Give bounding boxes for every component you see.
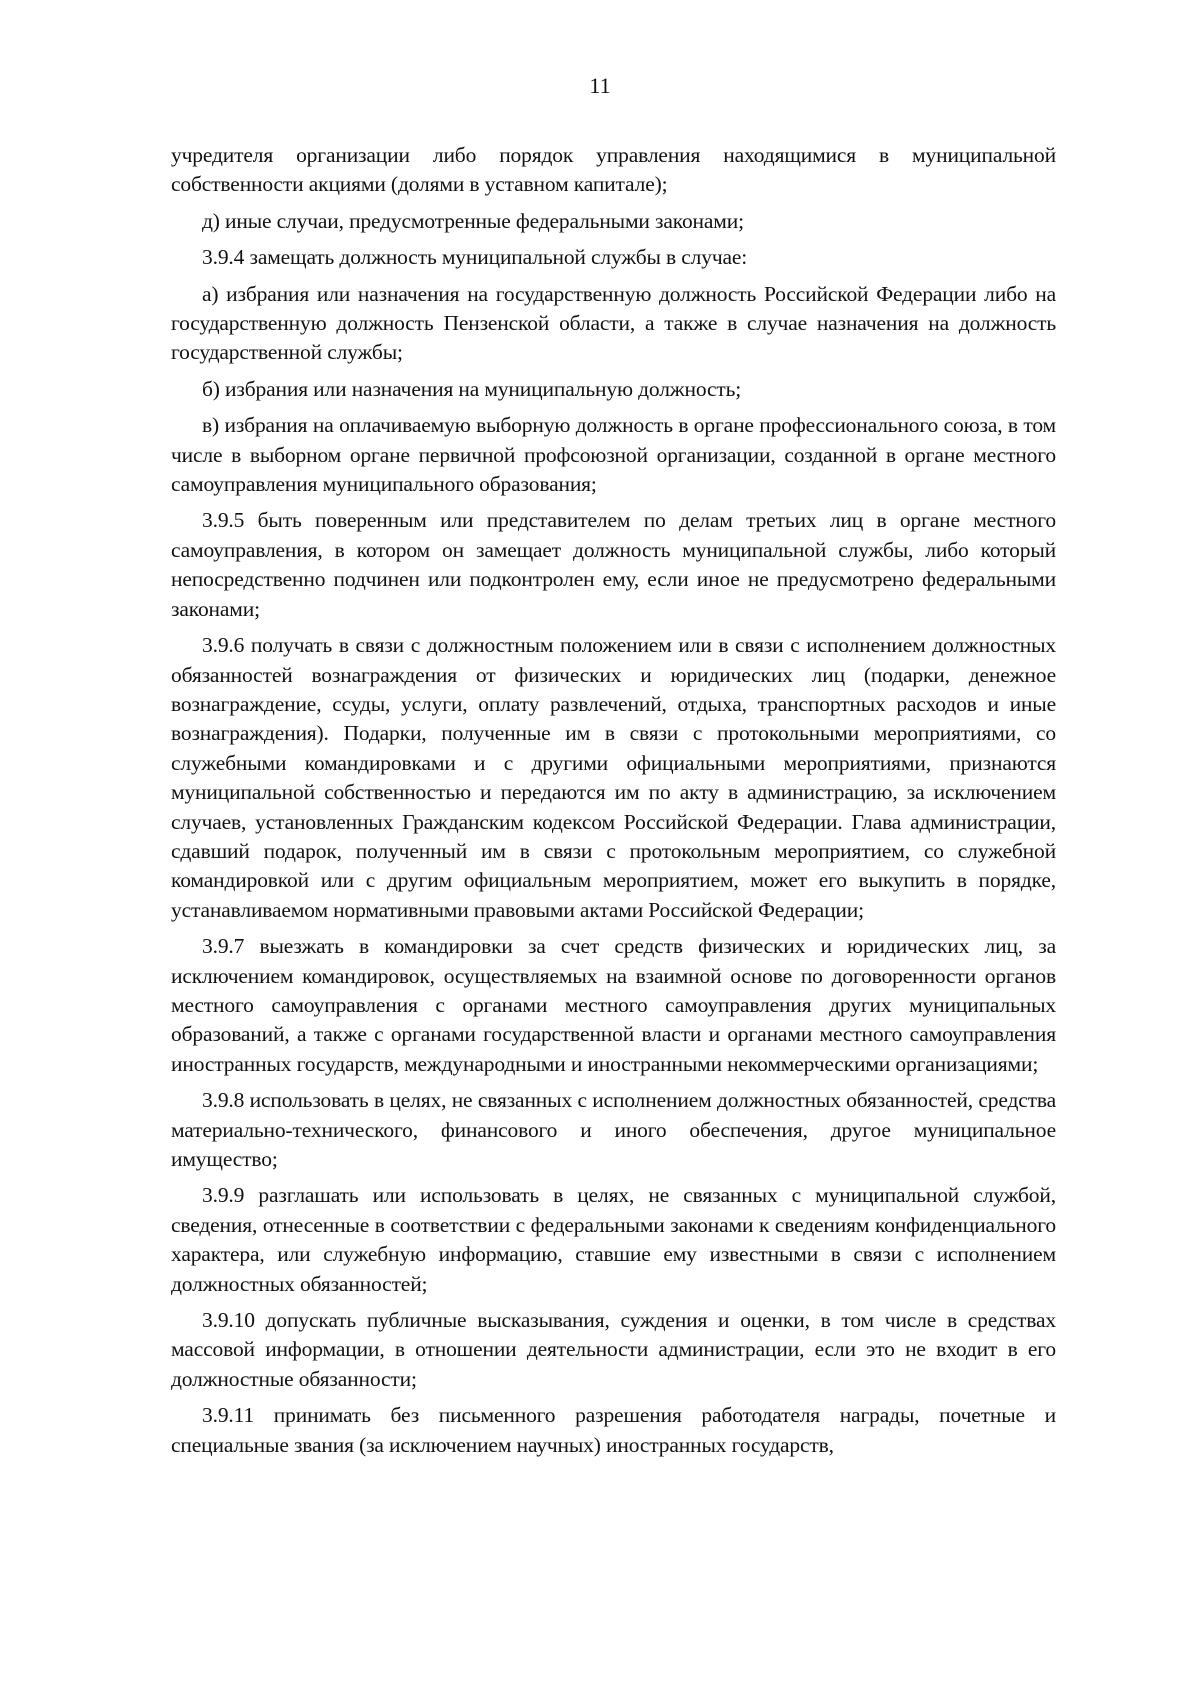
document-body [171,141,1056,1467]
paragraph: а) избрания или назначения на государственную должность Российской Федерации либо на государственную должность Пензенской области, а также в случае назначения на должность государственной службы; [171,281,1056,365]
paragraph: б) избрания или назначения на муниципальную должность; [202,376,742,401]
paragraph: 3.9.5 быть поверенным или представителем по делам третьих лиц в органе местного самоуправления, в котором он замещает должность муниципальной службы, либо который непосредственно подчинен или подконтролен ему, если иное не предусмотрено федеральными законами; [171,508,1056,621]
paragraph: 3.9.7 выезжать в командировки за счет средств физических и юридических лиц, за исключением командировок, осуществляемых на взаимной основе по договоренности органов местного самоуправления с органами местного самоуправления других муниципальных образований, а также с органами государственной власти и органами местного самоуправления иностранных государств, международными и иностранными некоммерческими организациями; [171,934,1056,1076]
paragraph: 3.9.11 принимать без письменного разрешения работодателя награды, почетные и специальные звания (за исключением научных) иностранных государств, [171,1403,1056,1457]
paragraph: 3.9.6 получать в связи с должностным положением или в связи с исполнением должностных обязанностей вознаграждения от физических и юридических лиц (подарки, денежное вознаграждение, ссуды, услуги, оплату развлечений, отдыха, транспортных расходов и иные вознаграждения). Подарки, полученные им в связи с протокольными мероприятиями, со служебными командировками и с другими официальными мероприятиями, признаются муниципальной собственностью и передаются им по акту в администрацию, за исключением случаев, установленных Гражданским кодексом Российской Федерации. Глава администрации, сдавший подарок, полученный им в связи с протокольным мероприятием, со служебной командировкой или с другим официальным мероприятием, может его выкупить в порядке, устанавливаемом нормативными правовыми актами Российской Федерации; [171,633,1056,922]
page-number: 11 [589,73,611,98]
paragraph: 3.9.10 допускать публичные высказывания, суждения и оценки, в том числе в средствах массовой информации, в отношении деятельности администрации, если это не входит в его должностные обязанности; [171,1308,1056,1391]
paragraph: д) иные случаи, предусмотренные федеральными законами; [202,208,744,233]
paragraph: 3.9.9 разглашать или использовать в целях, не связанных с муниципальной службой, сведения, отнесенные в соответствии с федеральными законами к сведениям конфиденциального характера, или служебную информацию, ставшие ему известными в связи с исполнением должностных обязанностей; [171,1183,1056,1296]
paragraph: 3.9.8 использовать в целях, не связанных с исполнением должностных обязанностей, средства материально-технического, финансового и иного обеспечения, другое муниципальное имущество; [171,1088,1056,1171]
paragraph: учредителя организации либо порядок управления находящимися в муниципальной собственности акциями (долями в уставном капитале); [171,143,1056,197]
paragraph: в) избрания на оплачиваемую выборную должность в органе профессионального союза, в том числе в выборном органе первичной профсоюзной организации, созданной в органе местного самоуправления муниципального образования; [171,413,1056,497]
paragraph: 3.9.4 замещать должность муниципальной службы в случае: [202,245,748,270]
